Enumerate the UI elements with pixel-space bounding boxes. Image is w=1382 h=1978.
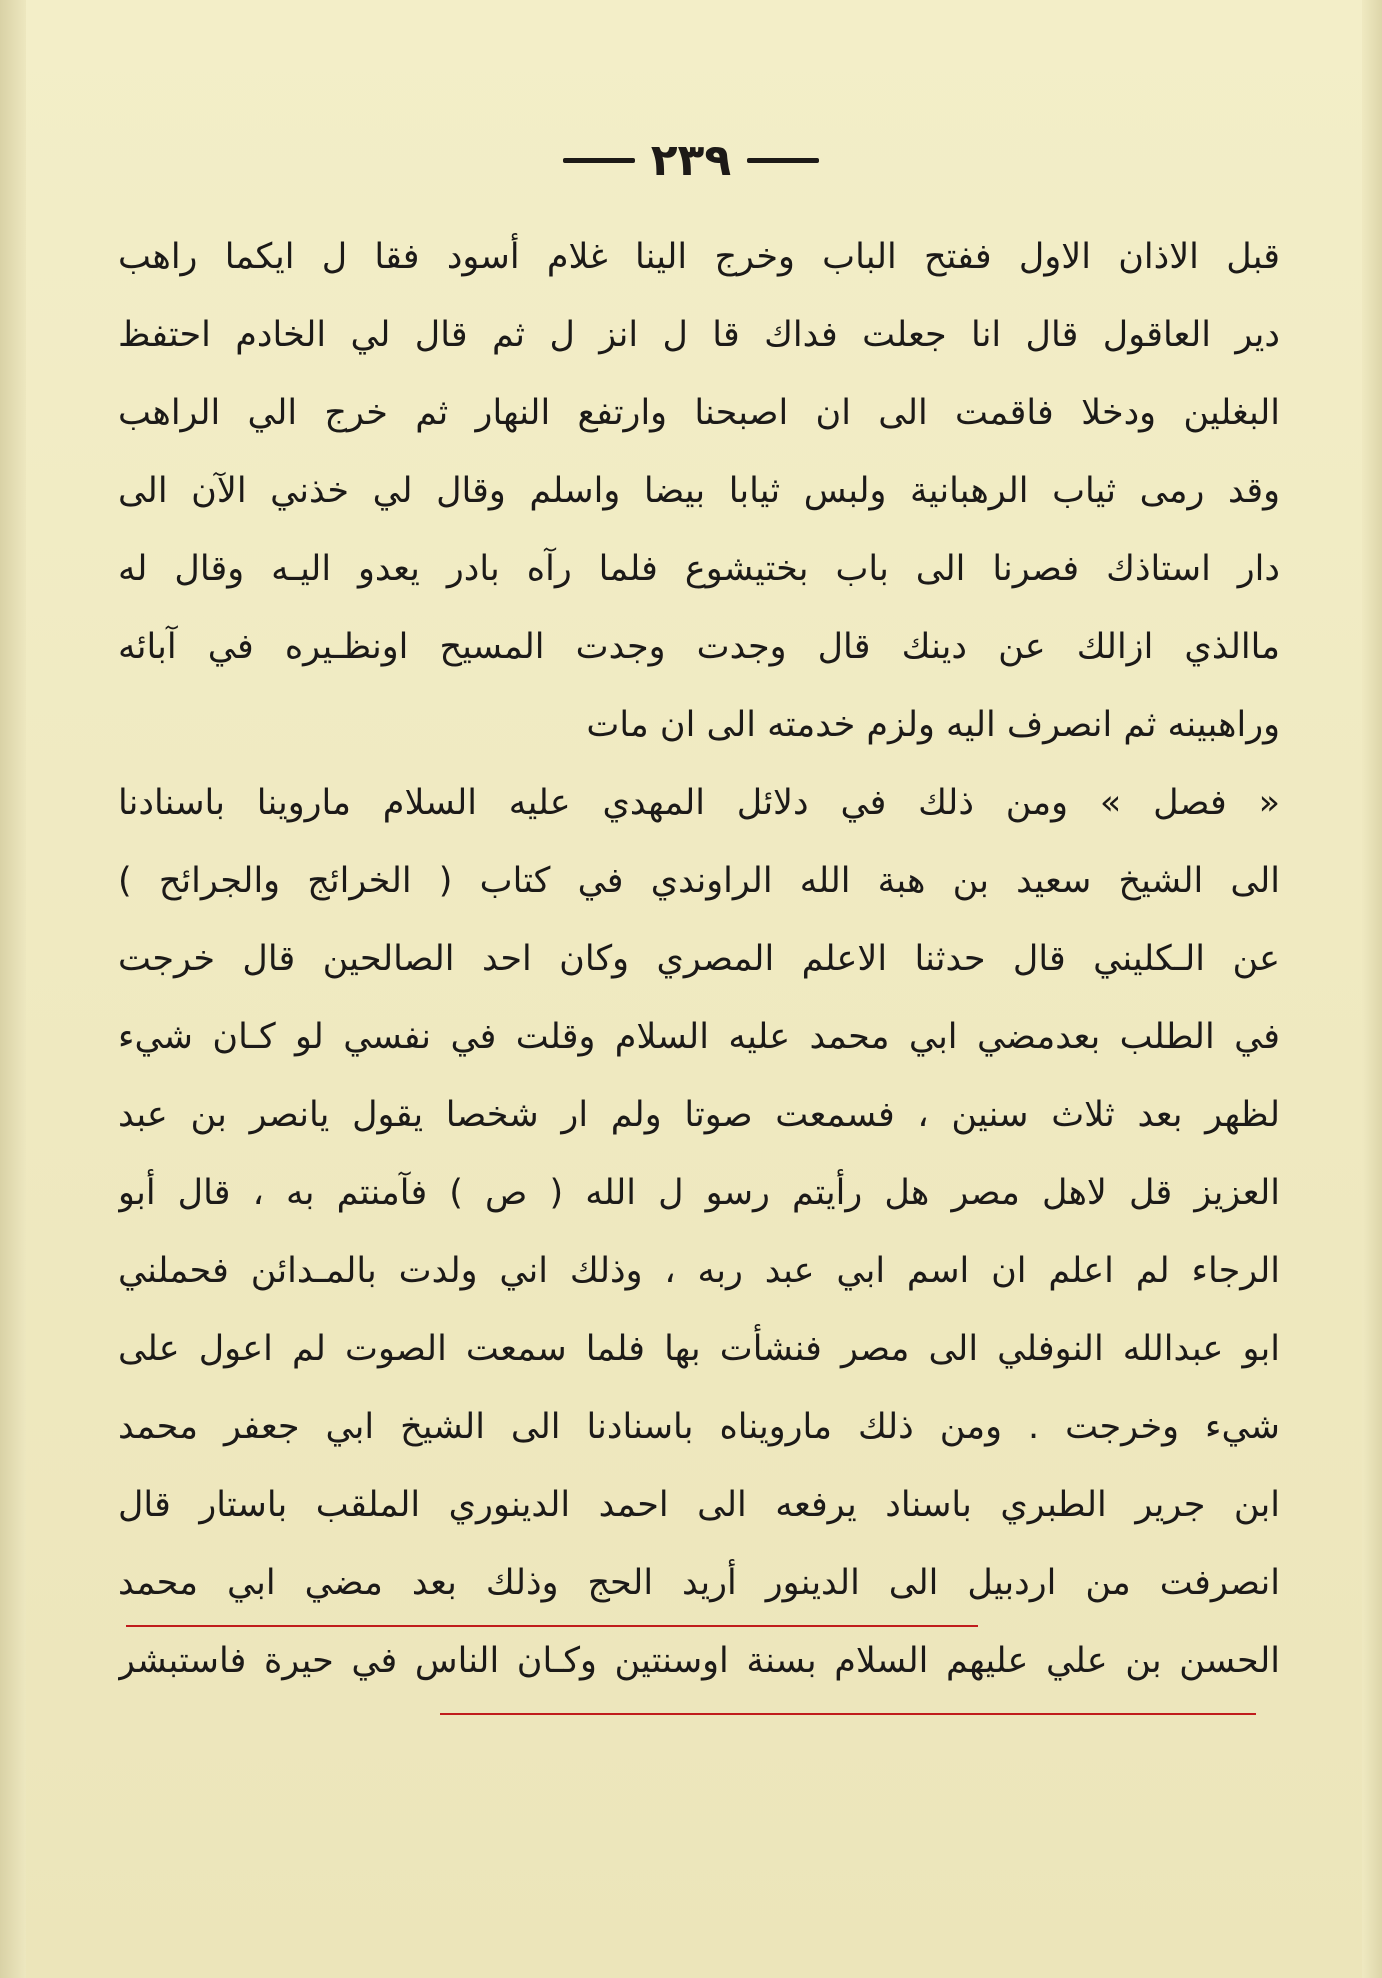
text-line: « فصل » ومن ذلك في دلائل المهدي عليه السلام ماروينا باسنادنا: [118, 783, 1280, 823]
header-dash-right: [747, 158, 819, 163]
page-edge-left: [0, 0, 26, 1978]
text-line: لظهر بعد ثلاث سنين ، فسمعت صوتا ولم ار شخصا يقول يانصر بن عبد: [118, 1095, 1280, 1135]
text-line: في الطلب بعدمضي ابي محمد عليه السلام وقلت في نفسي لو كـان شيء: [118, 1017, 1280, 1057]
text-line: العزيز قل لاهل مصر هل رأيتم رسو ل الله ( ص ) فآمنتم به ، قال أبو: [118, 1173, 1280, 1213]
text-line: الحسن بن علي عليهم السلام بسنة اوسنتين وكـان الناس في حيرة فاستبشر: [118, 1641, 1280, 1681]
body-text: [118, 218, 1280, 1700]
text-line: وراهبينه ثم انصرف اليه ولزم خدمته الى ان مات: [586, 705, 1280, 745]
text-line: دير العاقول قال انا جعلت فداك قا ل انز ل ثم قال لي الخادم احتفظ: [118, 315, 1280, 355]
text-line: ابو عبدالله النوفلي الى مصر فنشأت بها فلما سمعت الصوت لم اعول على: [118, 1329, 1280, 1369]
page-edge-right: [1362, 0, 1382, 1978]
red-underline-mark: [126, 1625, 978, 1627]
header-dash-left: [563, 158, 635, 163]
text-line: انصرفت من اردبيل الى الدينور أريد الحج وذلك بعد مضي ابي محمد: [118, 1563, 1280, 1603]
page-header: [0, 130, 1382, 190]
text-line: وقد رمى ثياب الرهبانية ولبس ثيابا بيضا واسلم وقال لي خذني الآن الى: [118, 471, 1280, 511]
text-line: دار استاذك فصرنا الى باب بختيشوع فلما رآه بادر يعدو اليـه وقال له: [118, 549, 1280, 589]
text-line: البغلين ودخلا فاقمت الى ان اصبحنا وارتفع النهار ثم خرج الي الراهب: [118, 393, 1280, 433]
text-line: ابن جرير الطبري باسناد يرفعه الى احمد الدينوري الملقب باستار قال: [118, 1485, 1280, 1525]
text-line: الرجاء لم اعلم ان اسم ابي عبد ربه ، وذلك اني ولدت بالمـدائن فحملني: [118, 1251, 1280, 1291]
red-underline-mark: [440, 1713, 1256, 1715]
text-line: شيء وخرجت . ومن ذلك مارويناه باسنادنا الى الشيخ ابي جعفر محمد: [118, 1407, 1280, 1447]
text-line: قبل الاذان الاول ففتح الباب وخرج الينا غلام أسود فقا ل ايكما راهب: [118, 237, 1280, 277]
text-line: عن الـكليني قال حدثنا الاعلم المصري وكان احد الصالحين قال خرجت: [118, 939, 1280, 979]
page-number: ٢٣٩: [650, 134, 732, 186]
text-line: ماالذي ازالك عن دينك قال وجدت وجدت المسيح اونظـيره في آبائه: [118, 627, 1280, 667]
text-line: الى الشيخ سعيد بن هبة الله الراوندي في كتاب ( الخرائج والجرائح ): [118, 861, 1280, 901]
